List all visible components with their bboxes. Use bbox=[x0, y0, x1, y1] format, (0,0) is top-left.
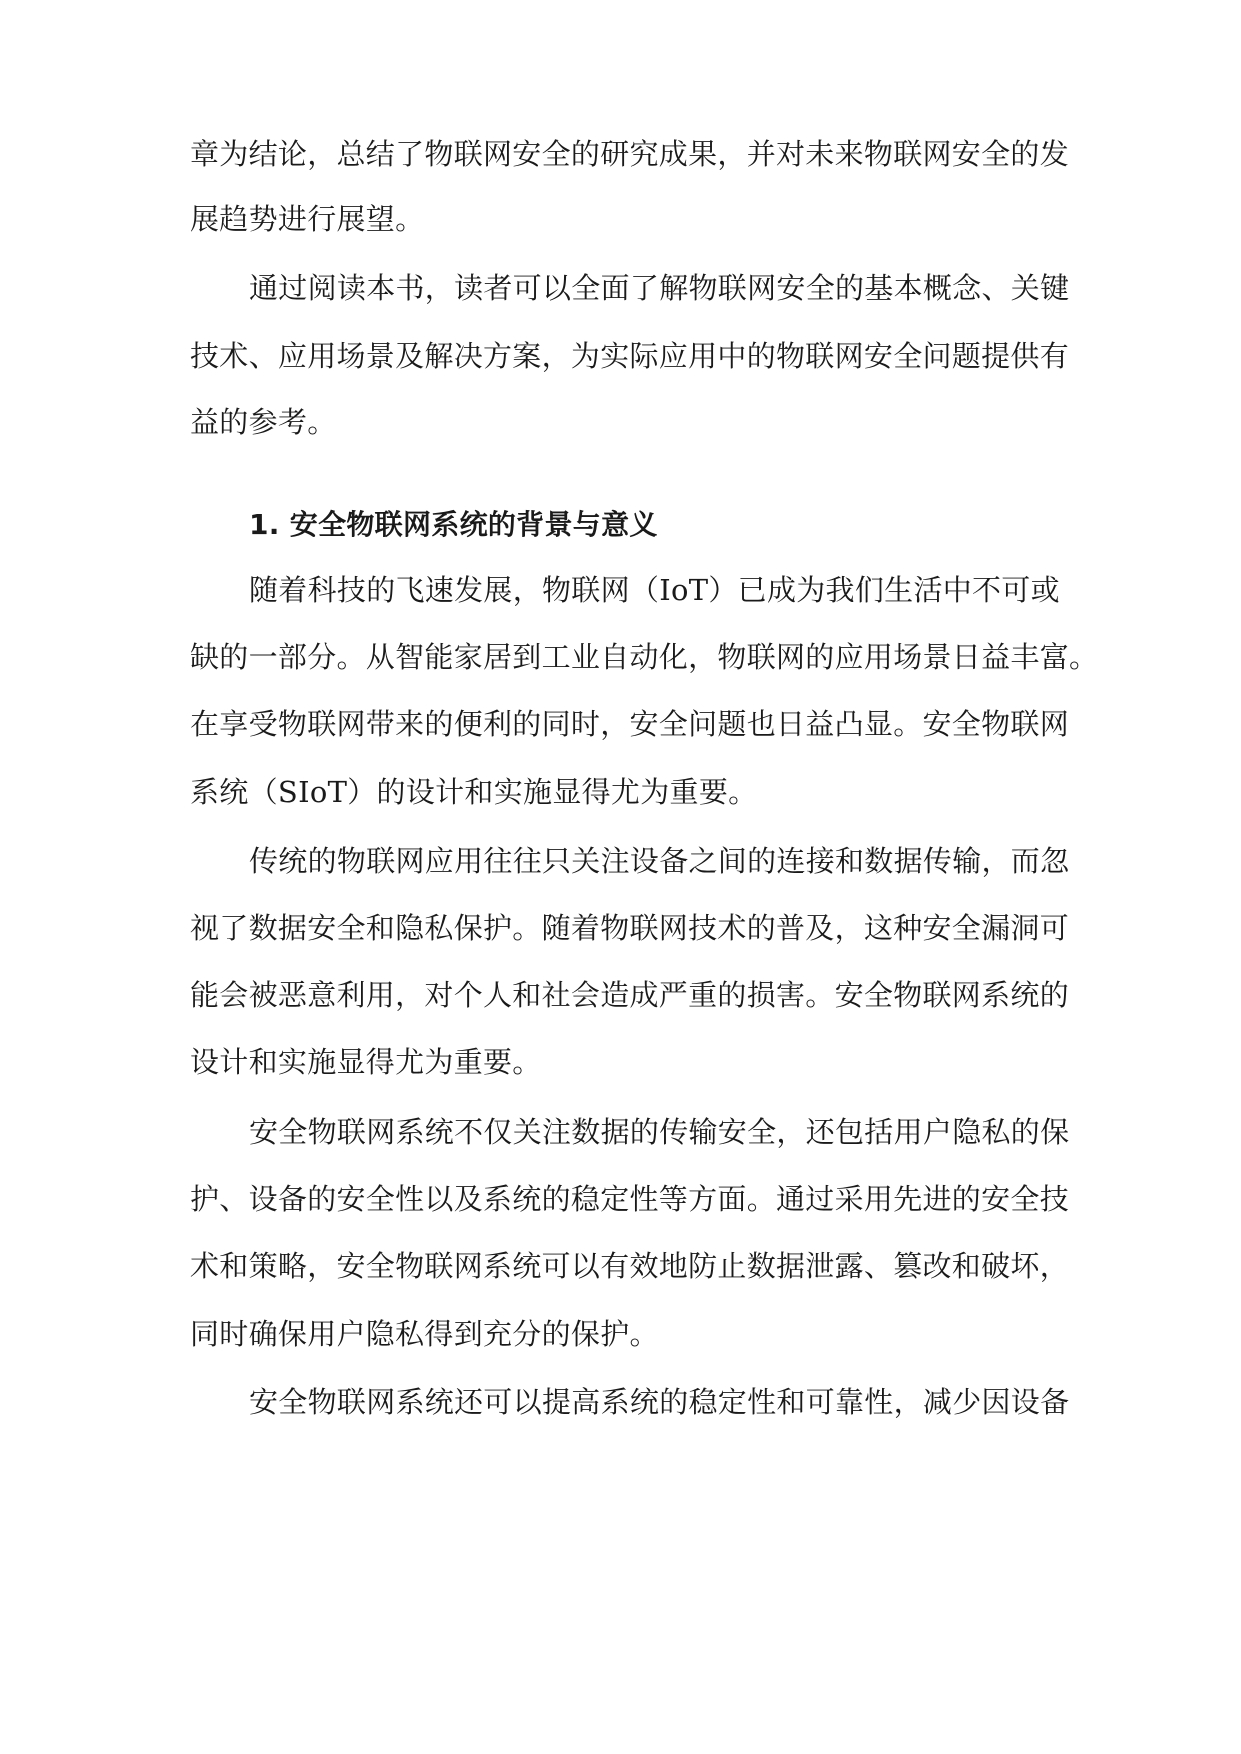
paragraph-4-line-1: 传统的物联网应用往往只关注设备之间的连接和数据传输，而忽 bbox=[249, 844, 1070, 878]
paragraph-5-line-2: 护、设备的安全性以及系统的稳定性等方面。通过采用先进的安全技 bbox=[190, 1182, 1070, 1216]
paragraph-4-line-4: 设计和实施显得尤为重要。 bbox=[190, 1045, 542, 1079]
paragraph-3-line-2: 缺的一部分。从智能家居到工业自动化，物联网的应用场景日益丰富。 bbox=[190, 640, 1099, 674]
paragraph-5-line-3: 术和策略，安全物联网系统可以有效地防止数据泄露、篡改和破坏， bbox=[190, 1249, 1070, 1283]
paragraph-3-line-1: 随着科技的飞速发展，物联网（IoT）已成为我们生活中不可或 bbox=[249, 573, 1060, 607]
paragraph-2-line-3: 益的参考。 bbox=[190, 405, 337, 439]
paragraph-6-line-1: 安全物联网系统还可以提高系统的稳定性和可靠性，减少因设备 bbox=[249, 1385, 1070, 1419]
paragraph-1-line-1: 章为结论，总结了物联网安全的研究成果，并对未来物联网安全的发 bbox=[190, 137, 1070, 171]
paragraph-1-line-2: 展趋势进行展望。 bbox=[190, 202, 425, 236]
paragraph-2-line-2: 技术、应用场景及解决方案，为实际应用中的物联网安全问题提供有 bbox=[190, 339, 1070, 373]
section-heading: 1. 安全物联网系统的背景与意义 bbox=[249, 508, 658, 541]
paragraph-4-line-3: 能会被恶意利用，对个人和社会造成严重的损害。安全物联网系统的 bbox=[190, 978, 1070, 1012]
paragraph-5-line-4: 同时确保用户隐私得到充分的保护。 bbox=[190, 1317, 659, 1351]
paragraph-3-line-3: 在享受物联网带来的便利的同时，安全问题也日益凸显。安全物联网 bbox=[190, 707, 1070, 741]
paragraph-4-line-2: 视了数据安全和隐私保护。随着物联网技术的普及，这种安全漏洞可 bbox=[190, 911, 1070, 945]
paragraph-3-line-4: 系统（SIoT）的设计和实施显得尤为重要。 bbox=[190, 775, 758, 809]
paragraph-2-line-1: 通过阅读本书，读者可以全面了解物联网安全的基本概念、关键 bbox=[249, 271, 1070, 305]
paragraph-5-line-1: 安全物联网系统不仅关注数据的传输安全，还包括用户隐私的保 bbox=[249, 1115, 1070, 1149]
